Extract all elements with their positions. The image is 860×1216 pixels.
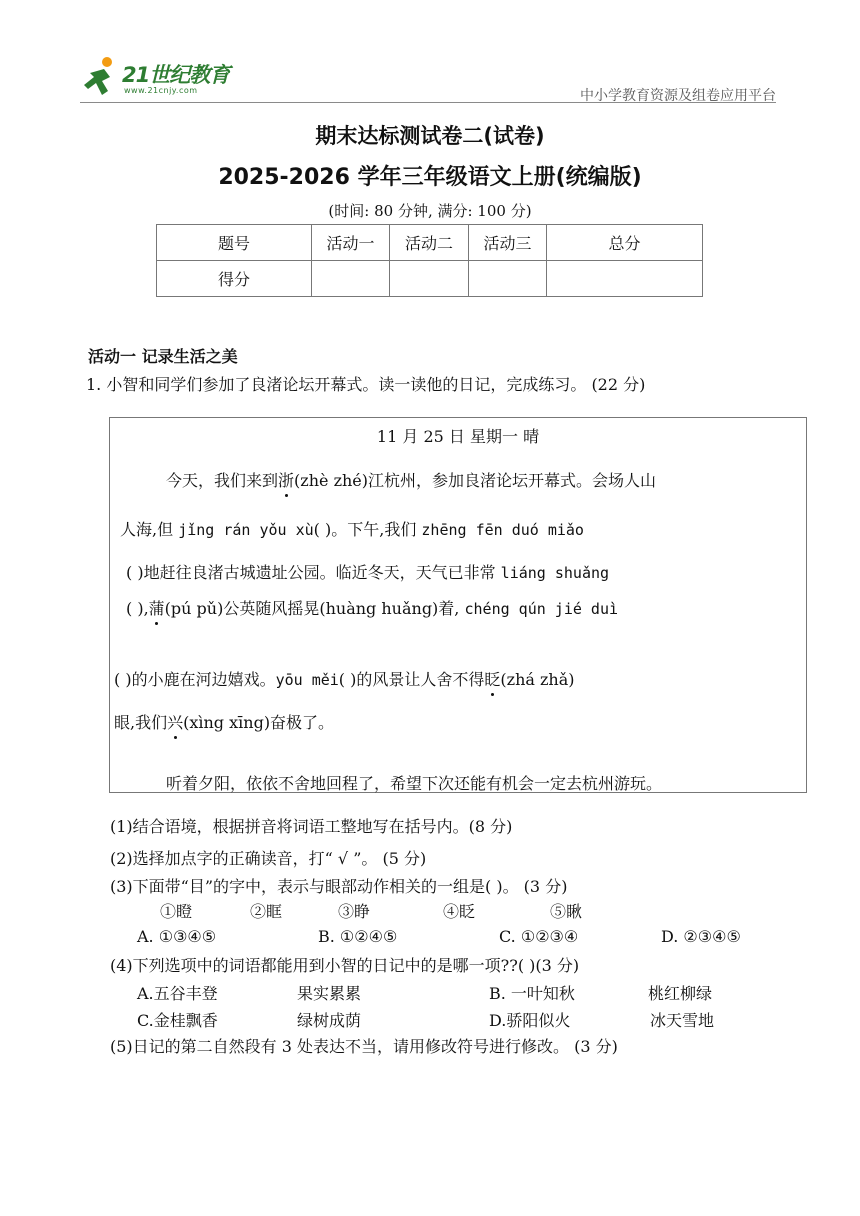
header-divider — [80, 102, 776, 103]
option-c-word: 绿树成荫 — [297, 1011, 362, 1030]
diary-text: (zhá zhǎ) — [500, 670, 575, 689]
answer-blank[interactable]: ( )的小鹿在河边嬉戏。 — [114, 670, 276, 689]
dotted-char: 蒲 — [149, 596, 165, 619]
section-title: 活动一 记录生活之美 — [88, 347, 238, 366]
diary-line-5 — [114, 667, 575, 690]
runner-icon — [80, 55, 122, 99]
char-item: ⑤瞅 — [550, 902, 583, 921]
option-d[interactable]: D. ②③④⑤ — [661, 927, 741, 946]
char-item: ②眶 — [250, 902, 283, 921]
score-table — [156, 224, 703, 297]
option-b[interactable]: B. ①②④⑤ — [318, 927, 398, 946]
option-c[interactable]: C.金桂飘香 — [137, 1011, 218, 1030]
logo-brand-text: 21世纪教育 — [122, 63, 230, 87]
diary-line-1 — [166, 468, 656, 491]
diary-line-3 — [126, 560, 609, 583]
pinyin-prompt: jǐng rán yǒu xù — [178, 521, 314, 539]
diary-line-6 — [114, 710, 334, 733]
dotted-char: 眨 — [484, 667, 500, 690]
option-a-word: 果实累累 — [297, 984, 362, 1003]
diary-text: 人海,但 — [120, 520, 179, 539]
diary-text: 眼,我们 — [114, 713, 168, 732]
char-item: ③睁 — [338, 902, 371, 921]
option-a[interactable]: A.五谷丰登 — [137, 984, 218, 1003]
diary-text: (pú pǔ)公英随风摇晃(huàng huǎng)着, — [164, 599, 465, 618]
score-table-header: 活动一 — [312, 225, 390, 261]
dotted-char: 兴 — [167, 710, 183, 733]
answer-blank[interactable]: ( )的风景让人舍不得 — [338, 670, 485, 689]
score-cell[interactable] — [390, 261, 469, 297]
option-b[interactable]: B. 一叶知秋 — [489, 984, 575, 1003]
option-b-word: 桃红柳绿 — [648, 984, 713, 1003]
dotted-char: 浙 — [278, 468, 294, 491]
answer-blank[interactable]: ( ), — [126, 599, 149, 618]
score-table-header: 活动三 — [469, 225, 547, 261]
pinyin-prompt: zhēng fēn duó miǎo — [421, 521, 584, 539]
char-item: ①瞪 — [160, 902, 193, 921]
char-item: ④眨 — [443, 902, 476, 921]
option-d[interactable]: D.骄阳似火 — [489, 1011, 571, 1030]
exam-subtitle-grade: 2025-2026 学年三年级语文上册(统编版) — [218, 165, 642, 190]
score-table-header: 总分 — [547, 225, 703, 261]
option-d-word: 冰天雪地 — [650, 1011, 715, 1030]
score-cell[interactable] — [312, 261, 390, 297]
diary-box — [109, 417, 807, 793]
diary-text: (zhè zhé)江杭州，参加良渚论坛开幕式。会场人山 — [294, 471, 657, 490]
exam-title: 期末达标测试卷二(试卷) — [315, 124, 545, 148]
diary-text: 今天，我们来到 — [166, 471, 279, 490]
pinyin-prompt: yōu měi — [275, 671, 339, 689]
question-1-1: (1)结合语境，根据拼音将词语工整地写在括号内。(8 分) — [110, 817, 513, 836]
diary-text: (xìng xīng)奋极了。 — [183, 713, 335, 732]
platform-caption: 中小学教育资源及组卷应用平台 — [580, 88, 776, 104]
logo-url-text: www.21cnjy.com — [124, 86, 198, 95]
question-1-3: (3)下面带“目”的字中，表示与眼部动作相关的一组是( )。 (3 分) — [110, 877, 568, 896]
exam-time-info: (时间: 80 分钟, 满分: 100 分) — [328, 202, 532, 220]
score-table-header: 题号 — [157, 225, 312, 261]
score-table-score-row — [157, 261, 703, 297]
pinyin-prompt: liáng shuǎng — [500, 564, 610, 582]
answer-blank[interactable]: ( )地赶往良渚古城遗址公园。临近冬天，天气已非常 — [126, 563, 501, 582]
score-cell[interactable] — [469, 261, 547, 297]
score-cell[interactable] — [547, 261, 703, 297]
site-logo — [80, 55, 260, 101]
question-1-4: (4)下列选项中的词语都能用到小智的日记中的是哪一项??( )(3 分) — [110, 956, 580, 975]
score-row-label: 得分 — [157, 261, 312, 297]
question-1: 1. 小智和同学们参加了良渚论坛开幕式。读一读他的日记，完成练习。 (22 分) — [86, 375, 646, 394]
option-a[interactable]: A. ①③④⑤ — [137, 927, 217, 946]
diary-line-7: 听着夕阳，依依不舍地回程了，希望下次还能有机会一定去杭州游玩。 — [166, 774, 663, 793]
score-table-header: 活动二 — [390, 225, 469, 261]
diary-line-4 — [126, 596, 618, 619]
score-table-header-row — [157, 225, 703, 261]
diary-date: 11 月 25 日 星期一 晴 — [376, 427, 540, 446]
answer-blank[interactable]: ( )。下午,我们 — [313, 520, 422, 539]
diary-line-2 — [120, 517, 584, 540]
pinyin-prompt: chéng qún jié duì — [464, 600, 619, 618]
question-1-2: (2)选择加点字的正确读音，打“ √ ”。 (5 分) — [110, 849, 427, 868]
question-1-5: (5)日记的第二自然段有 3 处表达不当，请用修改符号进行修改。 (3 分) — [110, 1037, 618, 1056]
option-c[interactable]: C. ①②③④ — [499, 927, 579, 946]
